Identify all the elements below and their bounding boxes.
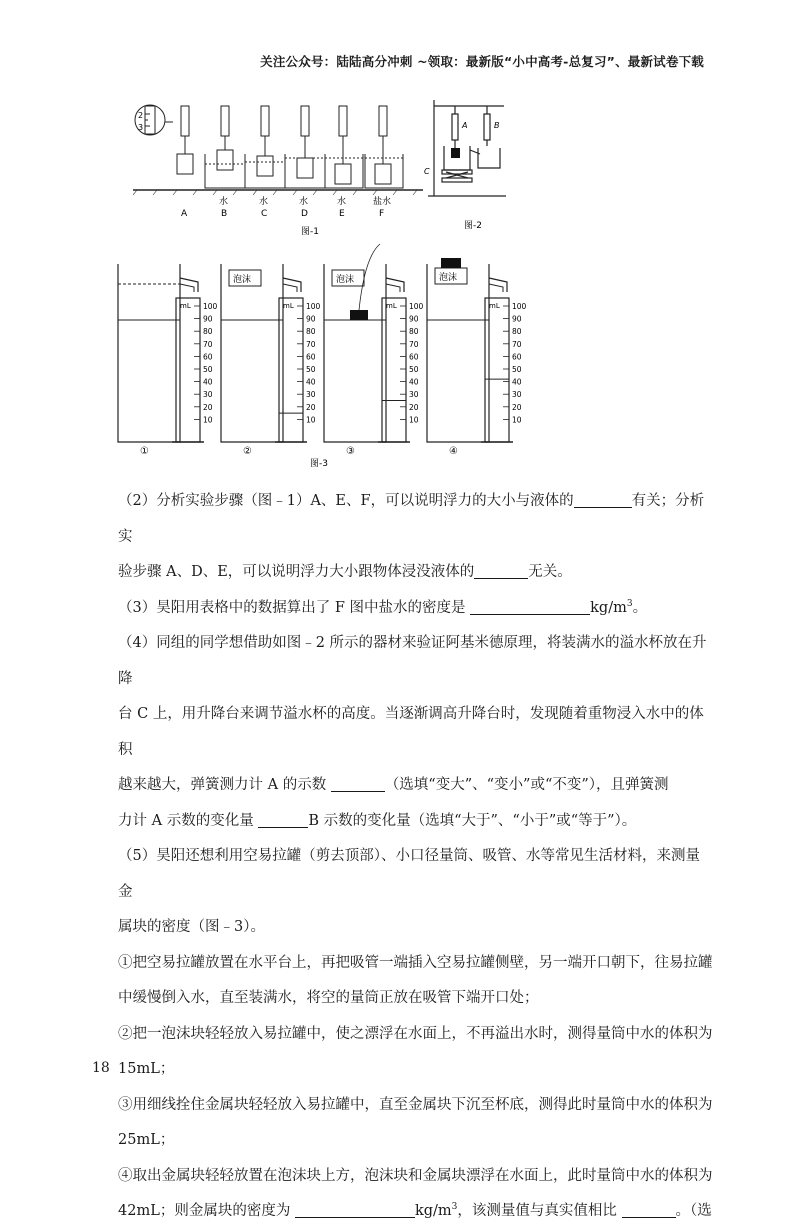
scale-tick-3: 3 xyxy=(138,123,144,132)
liquid-label-f: 盐水 xyxy=(373,197,392,207)
scale-label-2-90: 90 xyxy=(306,314,316,324)
can-2 xyxy=(221,264,283,442)
scale-label-4-100: 100 xyxy=(512,302,527,311)
label-c: C xyxy=(424,167,430,176)
scale-label-3-80: 80 xyxy=(409,327,419,337)
figure-1-caption: 图-1 xyxy=(301,227,319,237)
scale-label-1-20: 20 xyxy=(203,402,213,412)
scale-label-4-80: 80 xyxy=(512,327,522,337)
scale-label-4-20: 20 xyxy=(512,402,522,412)
q4-line3: 越来越大，弹簧测力计 A 的示数 （选填“变大”、“变小”或“不变”），且弹簧测 xyxy=(118,777,669,793)
figure-3 xyxy=(110,242,530,468)
scale-label-4-10: 10 xyxy=(512,415,522,425)
metal-block-3 xyxy=(350,310,368,320)
scale-label-1-40: 40 xyxy=(203,377,213,387)
scale-label-1-60: 60 xyxy=(203,352,213,362)
step3-line1: ③用细线拴住金属块轻轻放入易拉罐中，直至金属块下沉至杯底，测得此时量筒中水的体积为 xyxy=(118,1096,713,1113)
setup-f xyxy=(365,106,403,188)
liquid-label-e: 水 xyxy=(337,197,347,207)
cylinder-unit-4: mL xyxy=(489,302,500,310)
setup-e xyxy=(325,106,363,188)
can-4 xyxy=(427,264,489,442)
scale-label-3-10: 10 xyxy=(409,415,419,425)
page-number: 18 xyxy=(92,1060,110,1076)
scale-label-2-80: 80 xyxy=(306,327,316,337)
metal-block-4 xyxy=(441,258,461,268)
letter-d: D xyxy=(301,209,308,219)
scale-label-2-10: 10 xyxy=(306,415,316,425)
step4-line2: 42mL；则金属块的密度为 $kg/m^3$，该测量值与真实值相比 。（选 xyxy=(118,1202,712,1219)
letter-c: C xyxy=(261,209,268,219)
scale-label-3-90: 90 xyxy=(409,314,419,324)
scale-label-3-100: 100 xyxy=(409,302,424,311)
step2-line2: 15mL； xyxy=(118,1061,175,1077)
weight-block xyxy=(451,148,460,158)
can-3 xyxy=(324,264,386,442)
cylinder-unit-2: mL xyxy=(283,302,294,310)
figure-2 xyxy=(424,92,524,238)
liquid-label-b: 水 xyxy=(219,197,229,207)
q3-line: （3）昊阳用表格中的数据算出了 F 图中盐水的密度是 $kg/m^3$。 xyxy=(118,598,648,616)
scale-label-4-50: 50 xyxy=(512,365,522,374)
foam-label-2: 泡沫 xyxy=(233,275,252,285)
scale-label-3-30: 30 xyxy=(409,390,419,400)
scale-label-2-100: 100 xyxy=(306,302,321,311)
q4-line4: 力计 A 示数的变化量 B 示数的变化量（选填“大于”、“小于”或“等于”）。 xyxy=(118,812,637,829)
scale-label-1-70: 70 xyxy=(203,339,213,349)
step-label-4: ④ xyxy=(449,446,458,457)
step-label-3: ③ xyxy=(346,446,355,457)
step-label-1: ① xyxy=(140,446,149,457)
step4-line1: ④取出金属块轻轻放置在泡沫块上方，泡沫块和金属块漂浮在水面上，此时量筒中水的体积为 xyxy=(118,1167,713,1184)
figure-3-caption: 图-3 xyxy=(310,459,328,468)
scale-label-1-50: 50 xyxy=(203,365,213,374)
figure-1 xyxy=(133,92,423,240)
scale-label-1-30: 30 xyxy=(203,390,213,400)
setup-a xyxy=(177,106,193,174)
scale-label-2-30: 30 xyxy=(306,390,316,400)
step2-line1: ②把一泡沫块轻轻放入易拉罐中，使之漂浮在水面上，不再溢出水时，测得量筒中水的体积为 xyxy=(118,1025,713,1042)
scale-label-4-40: 40 xyxy=(512,377,522,387)
scale-label-2-20: 20 xyxy=(306,402,316,412)
scale-label-3-40: 40 xyxy=(409,377,419,387)
q4-line2: 台 C 上，用升降台来调节溢水杯的高度。当逐渐调高升降台时，发现随着重物浸入水中的体积 xyxy=(118,706,704,758)
liquid-label-c: 水 xyxy=(259,197,269,207)
letter-a: A xyxy=(181,209,188,219)
step-label-2: ② xyxy=(243,446,252,457)
scale-label-1-80: 80 xyxy=(203,327,213,337)
scale-label-1-90: 90 xyxy=(203,314,213,324)
foam-label-4: 泡沫 xyxy=(439,273,458,283)
q5-line1: （5）昊阳还想利用空易拉罐（剪去顶部）、小口径量筒、吸管、水等常见生活材料，来测量金 xyxy=(118,848,700,900)
scale-label-2-60: 60 xyxy=(306,352,316,362)
scale-label-2-40: 40 xyxy=(306,377,316,387)
setup-d xyxy=(285,106,325,188)
scale-label-3-60: 60 xyxy=(409,352,419,362)
scale-label-4-90: 90 xyxy=(512,314,522,324)
q5-line2: 属块的密度（图﹣3）。 xyxy=(118,919,265,935)
liquid-label-d: 水 xyxy=(299,197,309,207)
label-b: B xyxy=(494,121,500,130)
scale-label-3-20: 20 xyxy=(409,402,419,412)
foam-label-3: 泡沫 xyxy=(336,275,355,285)
step3-line2: 25mL； xyxy=(118,1132,175,1148)
scale-label-4-60: 60 xyxy=(512,352,522,362)
q4-line1: （4）同组的同学想借助如图﹣2 所示的器材来验证阿基米德原理，将装满水的溢水杯放在升降 xyxy=(118,635,707,687)
q2-line2: 验步骤 A、D、E，可以说明浮力大小跟物体浸没液体的 无关。 xyxy=(118,564,572,580)
letter-f: F xyxy=(379,209,385,219)
scale-label-2-50: 50 xyxy=(306,365,316,374)
setup-b xyxy=(205,106,245,188)
figure-2-caption: 图-2 xyxy=(464,221,482,231)
can-1 xyxy=(118,264,180,442)
scale-label-3-70: 70 xyxy=(409,339,419,349)
question-text xyxy=(118,484,714,1230)
scale-label-4-70: 70 xyxy=(512,339,522,349)
scale-label-1-100: 100 xyxy=(203,302,218,311)
page-header: 关注公众号：陆陆高分冲刺 ~领取：最新版“小中高考-总复习”、最新试卷下载 xyxy=(260,54,704,69)
step1-line2: 中缓慢倒入水，直至装满水，将空的量筒正放在吸管下端开口处； xyxy=(118,990,539,1006)
q2-line1: （2）分析实验步骤（图﹣1）A、E、F，可以说明浮力的大小与液体的 有关；分析实 xyxy=(118,493,705,545)
scale-label-3-50: 50 xyxy=(409,365,419,374)
setup-c xyxy=(245,106,285,188)
scale-tick-2: 2 xyxy=(138,111,144,120)
scale-label-2-70: 70 xyxy=(306,339,316,349)
letter-e: E xyxy=(339,209,345,219)
cylinder-unit-1: mL xyxy=(180,302,191,310)
scale-label-4-30: 30 xyxy=(512,390,522,400)
label-a: A xyxy=(462,121,468,130)
letter-b: B xyxy=(221,209,228,219)
step1-line1: ①把空易拉罐放置在水平台上，再把吸管一端插入空易拉罐侧壁，另一端开口朝下，往易拉罐 xyxy=(118,954,713,971)
cylinder-unit-3: mL xyxy=(386,302,397,310)
scale-label-1-10: 10 xyxy=(203,415,213,425)
